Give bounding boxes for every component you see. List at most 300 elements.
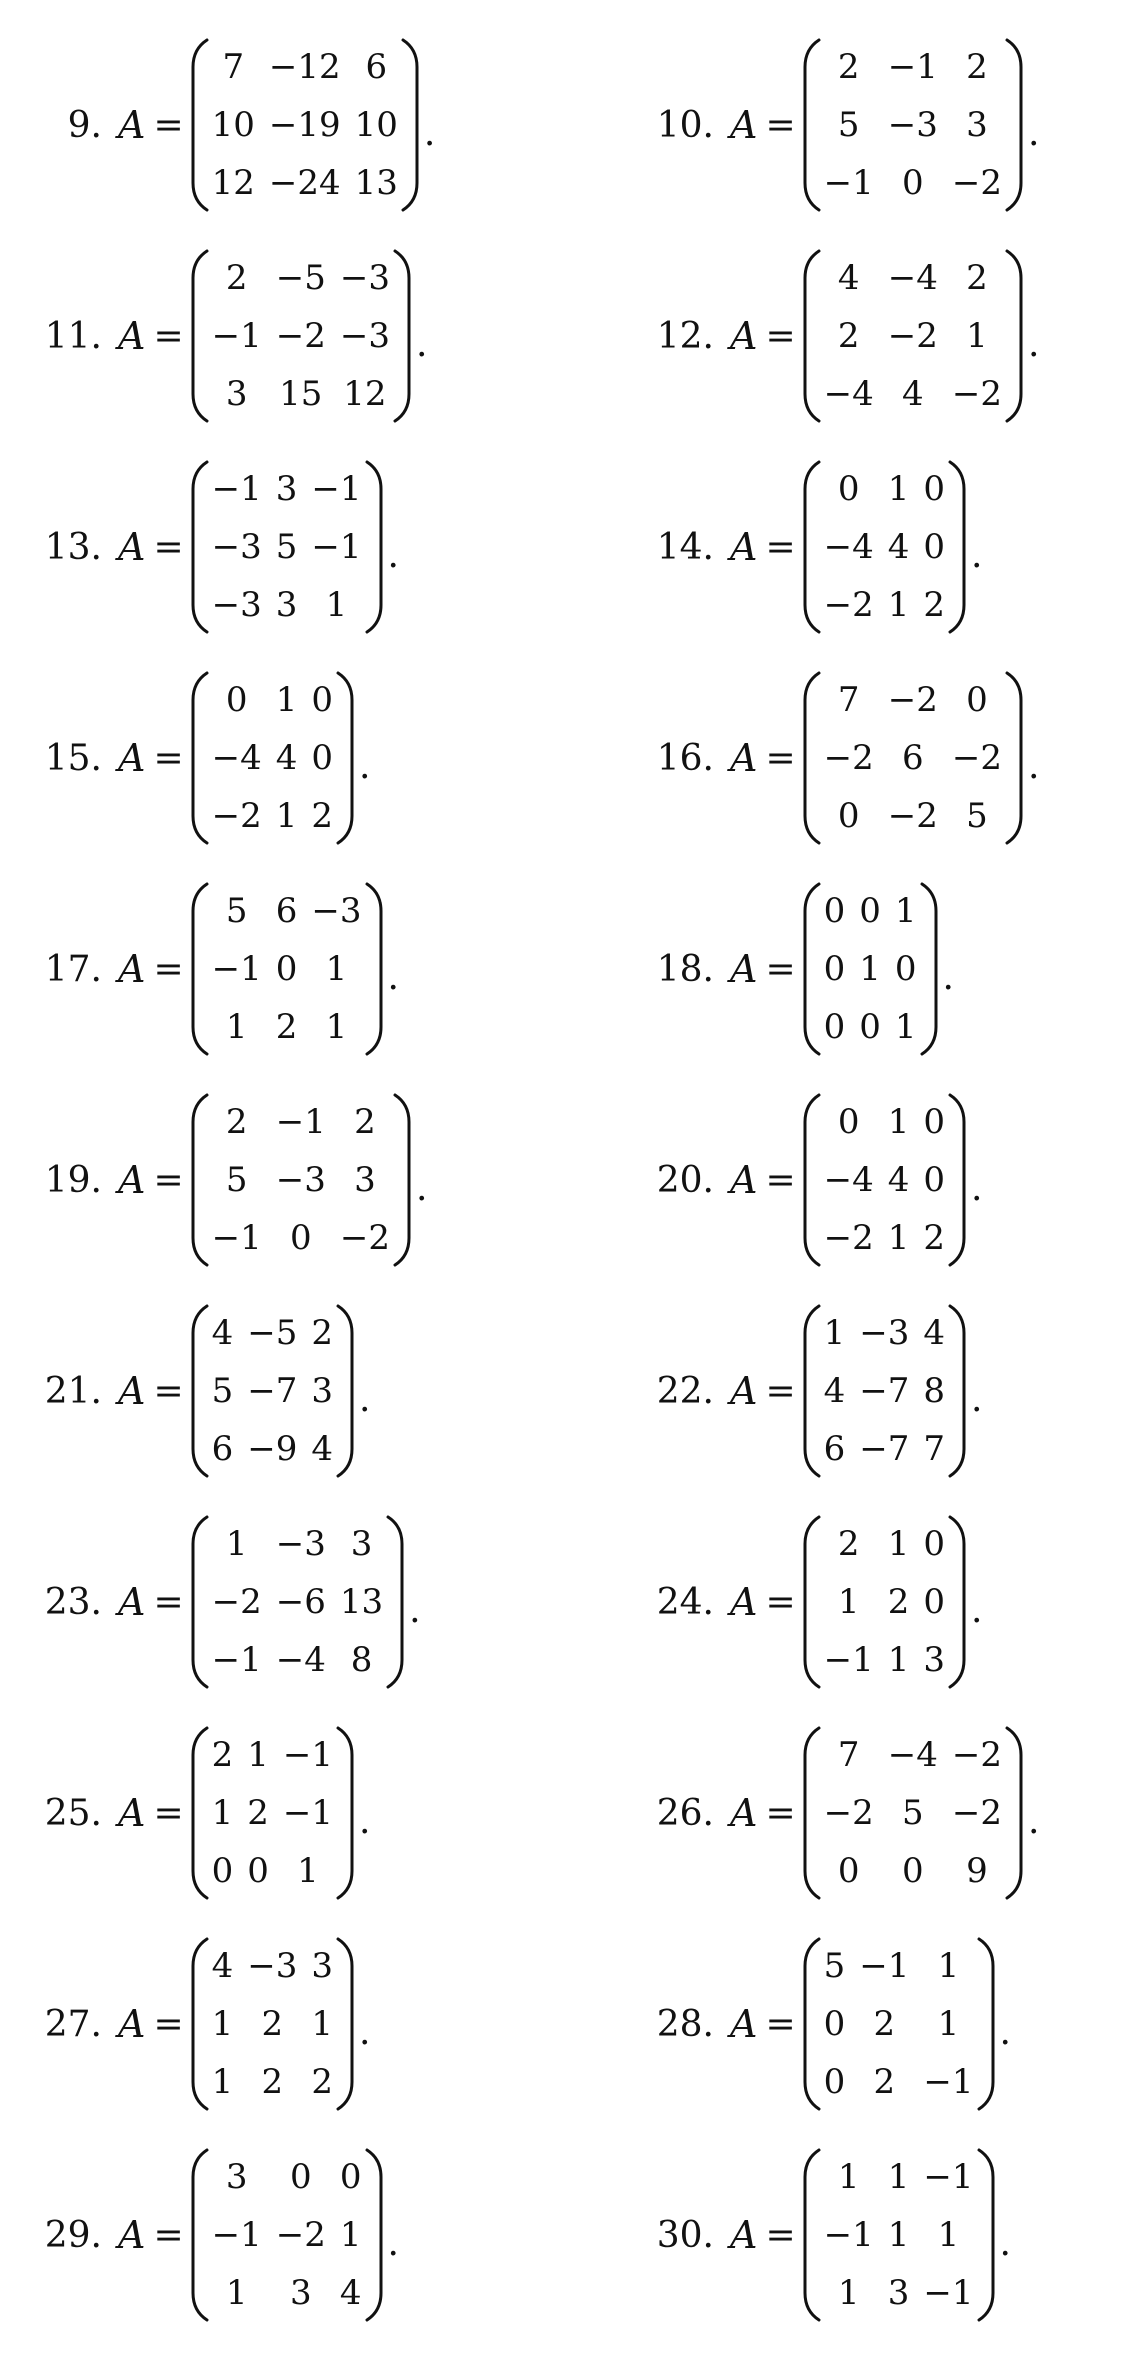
matrix-cell: 2 — [275, 1007, 298, 1047]
problem-item — [0, 2140, 560, 2330]
matrix-variable: A — [730, 2213, 758, 2257]
matrix-cell: 0 — [923, 1102, 946, 1142]
problem-item — [0, 1718, 560, 1908]
matrix-cell: 12 — [211, 163, 255, 203]
matrix-cell: 0 — [823, 1007, 846, 1047]
problem-number: 25. — [44, 1792, 102, 1834]
matrix-grid — [210, 1304, 335, 1478]
matrix-grid — [210, 249, 392, 423]
equals-sign: = — [153, 1792, 184, 1834]
matrix-cell: 4 — [887, 527, 910, 567]
matrix-variable: A — [118, 1369, 146, 1413]
right-paren-icon — [1004, 1725, 1024, 1901]
matrix-variable: A — [118, 736, 146, 780]
problem-number: 30. — [656, 2214, 714, 2256]
right-paren-icon — [392, 248, 412, 424]
matrix-cell: −1 — [211, 316, 262, 356]
matrix-cell: 2 — [354, 1102, 376, 1142]
problem-item — [0, 1085, 560, 1275]
period-mark: . — [423, 112, 436, 154]
matrix-cell: 1 — [887, 585, 910, 625]
left-paren-icon — [802, 459, 822, 635]
problem-number: 17. — [44, 948, 102, 990]
problem-item — [0, 1296, 560, 1486]
matrix-cell: 0 — [823, 891, 846, 931]
period-mark: . — [1028, 323, 1040, 365]
matrix-cell: 0 — [859, 891, 881, 931]
matrix — [802, 1725, 1024, 1901]
matrix-cell: −3 — [211, 527, 262, 567]
matrix-cell: 4 — [275, 738, 298, 778]
matrix-grid — [822, 2148, 976, 2322]
matrix — [190, 1514, 406, 1690]
matrix-cell: −4 — [275, 1640, 326, 1680]
matrix-cell: −2 — [951, 374, 1002, 414]
matrix-cell: 3 — [311, 1946, 334, 1986]
matrix-cell: 4 — [211, 1946, 234, 1986]
matrix-cell: −3 — [887, 105, 938, 145]
matrix-cell: 7 — [222, 47, 245, 87]
left-paren-icon — [190, 1303, 210, 1479]
matrix-cell: 3 — [311, 1371, 334, 1411]
problem-number: 16. — [656, 737, 714, 779]
matrix-cell: 1 — [837, 2157, 860, 2197]
problem-item — [652, 30, 1144, 220]
matrix-cell: 0 — [837, 1851, 860, 1891]
problem-number: 27. — [44, 2003, 102, 2045]
matrix-cell: 10 — [354, 105, 398, 145]
matrix-grid — [210, 1093, 392, 1267]
matrix-cell: 1 — [275, 680, 298, 720]
matrix-cell: 1 — [937, 2004, 960, 2044]
matrix-cell: 3 — [923, 1640, 946, 1680]
matrix-cell: −19 — [268, 105, 341, 145]
matrix — [190, 37, 420, 213]
period-mark: . — [359, 2011, 371, 2053]
matrix — [190, 1936, 355, 2112]
matrix-cell: 6 — [365, 47, 388, 87]
matrix-cell: 3 — [225, 374, 248, 414]
matrix-cell: 3 — [966, 105, 988, 145]
period-mark: . — [409, 1589, 421, 1631]
matrix-variable: A — [118, 103, 146, 147]
matrix-cell: −1 — [923, 2062, 974, 2102]
matrix-cell: 5 — [823, 1946, 846, 1986]
matrix-grid — [210, 2148, 364, 2322]
equals-sign: = — [153, 104, 184, 146]
period-mark: . — [387, 534, 399, 576]
matrix-cell: 0 — [837, 1102, 860, 1142]
matrix-cell: −3 — [339, 258, 390, 298]
left-paren-icon — [190, 2147, 210, 2323]
matrix — [802, 881, 939, 1057]
matrix-cell: 1 — [325, 949, 348, 989]
equals-sign: = — [765, 2214, 796, 2256]
left-paren-icon — [802, 1092, 822, 1268]
matrix-cell: 2 — [211, 1735, 234, 1775]
matrix-cell: 12 — [343, 374, 387, 414]
matrix-cell: 0 — [923, 1160, 946, 1200]
right-paren-icon — [364, 881, 384, 1057]
equals-sign: = — [765, 1370, 796, 1412]
matrix-cell: 4 — [339, 2273, 362, 2313]
matrix-cell: −3 — [247, 1946, 298, 1986]
matrix-cell: 0 — [859, 1007, 881, 1047]
matrix-cell: 0 — [289, 1218, 312, 1258]
problem-item — [652, 1507, 1144, 1697]
matrix — [190, 2147, 384, 2323]
matrix-cell: −2 — [823, 585, 874, 625]
period-mark: . — [359, 745, 371, 787]
matrix-variable: A — [730, 103, 758, 147]
matrix-cell: 0 — [923, 1582, 946, 1622]
matrix — [802, 1303, 967, 1479]
matrix-cell: 1 — [837, 2273, 860, 2313]
matrix — [190, 670, 355, 846]
matrix-cell: −1 — [275, 1102, 326, 1142]
matrix-cell: −4 — [823, 527, 874, 567]
matrix-cell: 0 — [901, 163, 924, 203]
right-paren-icon — [335, 1303, 355, 1479]
period-mark: . — [1028, 1800, 1040, 1842]
left-paren-icon — [802, 37, 822, 213]
equals-sign: = — [765, 315, 796, 357]
matrix-cell: 0 — [225, 680, 248, 720]
matrix-cell: −24 — [268, 163, 341, 203]
matrix-cell: 4 — [823, 1371, 846, 1411]
left-paren-icon — [802, 670, 822, 846]
matrix-cell: 2 — [311, 2062, 334, 2102]
matrix-grid — [210, 460, 364, 634]
left-paren-icon — [802, 1303, 822, 1479]
matrix-cell: 2 — [887, 1582, 910, 1622]
matrix-grid — [822, 1726, 1004, 1900]
period-mark: . — [1028, 745, 1040, 787]
matrix — [802, 2147, 996, 2323]
matrix — [190, 248, 412, 424]
matrix-cell: −4 — [887, 1735, 938, 1775]
matrix-cell: 1 — [887, 2157, 910, 2197]
right-paren-icon — [1004, 248, 1024, 424]
problem-item — [0, 1507, 560, 1697]
matrix-grid — [822, 882, 919, 1056]
matrix-cell: 0 — [923, 469, 946, 509]
matrix-cell: 2 — [837, 47, 860, 87]
matrix-variable: A — [730, 1791, 758, 1835]
matrix-variable: A — [118, 1580, 146, 1624]
matrix-cell: 6 — [901, 738, 924, 778]
matrix-cell: −2 — [951, 163, 1002, 203]
problem-number: 9. — [67, 104, 102, 146]
matrix-cell: −7 — [247, 1371, 298, 1411]
problem-number: 15. — [44, 737, 102, 779]
matrix-variable: A — [730, 736, 758, 780]
left-paren-icon — [190, 881, 210, 1057]
matrix-cell: 2 — [966, 47, 988, 87]
right-paren-icon — [335, 1936, 355, 2112]
matrix-cell: −1 — [823, 163, 874, 203]
matrix-cell: 1 — [247, 1735, 269, 1775]
matrix-cell: 8 — [923, 1371, 946, 1411]
matrix-cell: 1 — [211, 2004, 234, 2044]
matrix-cell: −6 — [275, 1582, 326, 1622]
equals-sign: = — [765, 1581, 796, 1623]
matrix-cell: 3 — [887, 2273, 910, 2313]
matrix-cell: −2 — [275, 316, 326, 356]
matrix-cell: 13 — [354, 163, 398, 203]
period-mark: . — [416, 323, 428, 365]
matrix-cell: 0 — [339, 2157, 362, 2197]
left-paren-icon — [190, 1725, 210, 1901]
problem-number: 19. — [44, 1159, 102, 1201]
period-mark: . — [971, 1589, 983, 1631]
matrix-cell: 1 — [887, 1524, 910, 1564]
matrix-cell: 0 — [823, 2062, 846, 2102]
equals-sign: = — [765, 526, 796, 568]
matrix-variable: A — [730, 1369, 758, 1413]
problem-number: 24. — [656, 1581, 714, 1623]
period-mark: . — [999, 2222, 1011, 2264]
matrix-cell: 0 — [275, 949, 298, 989]
matrix-cell: 0 — [311, 680, 334, 720]
matrix-grid — [822, 460, 947, 634]
left-paren-icon — [190, 459, 210, 635]
left-paren-icon — [190, 1092, 210, 1268]
matrix-cell: 5 — [225, 891, 248, 931]
matrix-cell: −3 — [211, 585, 262, 625]
matrix-variable: A — [730, 314, 758, 358]
matrix-cell: 1 — [325, 585, 348, 625]
right-paren-icon — [947, 1092, 967, 1268]
matrix-cell: 1 — [966, 316, 988, 356]
matrix-cell: 1 — [894, 891, 917, 931]
matrix-cell: 0 — [837, 796, 860, 836]
matrix-cell: 4 — [923, 1313, 946, 1353]
matrix-cell: 15 — [279, 374, 323, 414]
period-mark: . — [971, 534, 983, 576]
matrix-cell: −5 — [275, 258, 326, 298]
matrix-cell: −1 — [211, 949, 262, 989]
period-mark: . — [999, 2011, 1011, 2053]
right-paren-icon — [385, 1514, 405, 1690]
problem-item — [652, 2140, 1144, 2330]
matrix-variable: A — [118, 1158, 146, 1202]
left-paren-icon — [190, 248, 210, 424]
matrix-cell: 5 — [275, 527, 298, 567]
matrix-cell: 9 — [966, 1851, 988, 1891]
matrix-cell: −1 — [923, 2273, 974, 2313]
matrix-cell: 3 — [225, 2157, 248, 2197]
matrix-cell: 1 — [225, 1524, 248, 1564]
matrix-cell: 2 — [923, 585, 946, 625]
matrix-cell: 0 — [247, 1851, 269, 1891]
problem-item — [652, 874, 1144, 1064]
left-paren-icon — [802, 1936, 822, 2112]
matrix-cell: 2 — [225, 1102, 248, 1142]
matrix-cell: 4 — [837, 258, 860, 298]
period-mark: . — [387, 956, 399, 998]
left-paren-icon — [802, 1514, 822, 1690]
equals-sign: = — [765, 737, 796, 779]
problem-number: 13. — [44, 526, 102, 568]
matrix-cell: 1 — [887, 2215, 910, 2255]
problem-number: 29. — [44, 2214, 102, 2256]
problem-number: 26. — [656, 1792, 714, 1834]
matrix-cell: −3 — [275, 1524, 326, 1564]
matrix-grid — [210, 1515, 386, 1689]
matrix-variable: A — [118, 525, 146, 569]
matrix-grid — [822, 1937, 976, 2111]
left-paren-icon — [802, 2147, 822, 2323]
equals-sign: = — [153, 526, 184, 568]
period-mark: . — [971, 1167, 983, 1209]
matrix — [190, 1303, 355, 1479]
right-paren-icon — [947, 1514, 967, 1690]
matrix-cell: 5 — [211, 1371, 234, 1411]
right-paren-icon — [335, 670, 355, 846]
matrix-cell: −4 — [823, 1160, 874, 1200]
matrix-cell: −12 — [268, 47, 341, 87]
matrix-grid — [210, 1726, 335, 1900]
matrix-cell: 7 — [923, 1429, 946, 1469]
matrix-cell: −1 — [823, 2215, 874, 2255]
equals-sign: = — [765, 2003, 796, 2045]
matrix-grid — [210, 1937, 335, 2111]
right-paren-icon — [335, 1725, 355, 1901]
matrix-cell: 5 — [966, 796, 988, 836]
matrix-cell: −1 — [859, 1946, 910, 1986]
matrix-cell: 5 — [225, 1160, 248, 1200]
right-paren-icon — [364, 459, 384, 635]
matrix — [190, 881, 384, 1057]
matrix-cell: −2 — [275, 2215, 326, 2255]
matrix-variable: A — [730, 525, 758, 569]
equals-sign: = — [765, 104, 796, 146]
period-mark: . — [387, 2222, 399, 2264]
equals-sign: = — [153, 1159, 184, 1201]
matrix-variable: A — [118, 1791, 146, 1835]
matrix-cell: 2 — [873, 2062, 896, 2102]
matrix-cell: 5 — [901, 1793, 924, 1833]
matrix-grid — [210, 882, 364, 1056]
matrix-cell: 2 — [261, 2004, 284, 2044]
matrix-cell: 1 — [225, 2273, 248, 2313]
right-paren-icon — [364, 2147, 384, 2323]
period-mark: . — [942, 956, 954, 998]
matrix — [190, 1092, 412, 1268]
matrix-cell: −2 — [823, 1793, 874, 1833]
matrix-cell: 0 — [837, 469, 860, 509]
matrix-cell: −1 — [211, 1218, 262, 1258]
matrix-cell: 8 — [350, 1640, 373, 1680]
matrix-cell: −1 — [282, 1793, 334, 1833]
matrix-cell: 1 — [837, 1582, 860, 1622]
problem-number: 21. — [44, 1370, 102, 1412]
matrix-cell: 2 — [311, 796, 334, 836]
right-paren-icon — [392, 1092, 412, 1268]
left-paren-icon — [190, 670, 210, 846]
matrix-cell: −2 — [887, 316, 938, 356]
matrix-cell: −3 — [859, 1313, 910, 1353]
equals-sign: = — [765, 1792, 796, 1834]
right-paren-icon — [976, 2147, 996, 2323]
matrix-grid — [822, 1093, 947, 1267]
left-paren-icon — [190, 37, 210, 213]
matrix-cell: 13 — [339, 1582, 384, 1622]
matrix-cell: 1 — [894, 1007, 917, 1047]
right-paren-icon — [1004, 670, 1024, 846]
matrix — [190, 1725, 355, 1901]
matrix-grid — [822, 1304, 947, 1478]
matrix-cell: −4 — [211, 738, 262, 778]
matrix-cell: −9 — [247, 1429, 298, 1469]
matrix-cell: 3 — [289, 2273, 312, 2313]
equals-sign: = — [153, 2003, 184, 2045]
matrix-grid — [822, 38, 1004, 212]
problem-number: 14. — [656, 526, 714, 568]
problem-item — [0, 663, 560, 853]
problem-item — [0, 30, 560, 220]
matrix-cell: 4 — [311, 1429, 334, 1469]
matrix-cell: 0 — [823, 949, 846, 989]
matrix-cell: 1 — [887, 1218, 910, 1258]
matrix-cell: −1 — [211, 1640, 262, 1680]
matrix-cell: 0 — [211, 1851, 234, 1891]
matrix-cell: 0 — [311, 738, 334, 778]
matrix-cell: 3 — [275, 469, 298, 509]
matrix-grid — [822, 249, 1004, 423]
equals-sign: = — [153, 737, 184, 779]
matrix-cell: 2 — [225, 258, 248, 298]
problem-item — [652, 1929, 1144, 2119]
matrix-cell: −1 — [211, 2215, 262, 2255]
matrix-cell: 0 — [823, 2004, 846, 2044]
matrix-cell: −2 — [887, 796, 938, 836]
matrix-cell: −1 — [282, 1735, 334, 1775]
matrix-cell: 1 — [297, 1851, 319, 1891]
matrix-cell: 1 — [937, 2215, 960, 2255]
equals-sign: = — [153, 1370, 184, 1412]
matrix — [802, 1514, 967, 1690]
matrix-cell: 3 — [350, 1524, 373, 1564]
matrix-cell: 1 — [339, 2215, 362, 2255]
matrix-cell: −3 — [311, 891, 362, 931]
matrix-cell: −1 — [211, 469, 262, 509]
right-paren-icon — [976, 1936, 996, 2112]
matrix-cell: −2 — [823, 1218, 874, 1258]
matrix-cell: −4 — [887, 258, 938, 298]
matrix-cell: −2 — [823, 738, 874, 778]
matrix-cell: 4 — [887, 1160, 910, 1200]
left-paren-icon — [190, 1936, 210, 2112]
matrix-grid — [822, 671, 1004, 845]
problem-item — [652, 452, 1144, 642]
matrix-cell: 2 — [261, 2062, 284, 2102]
right-paren-icon — [1004, 37, 1024, 213]
matrix-cell: −1 — [311, 469, 362, 509]
left-paren-icon — [802, 1725, 822, 1901]
matrix-cell: −7 — [859, 1429, 910, 1469]
matrix-cell: 4 — [211, 1313, 234, 1353]
period-mark: . — [359, 1800, 371, 1842]
right-paren-icon — [947, 1303, 967, 1479]
matrix-variable: A — [118, 2213, 146, 2257]
matrix-cell: 7 — [837, 1735, 860, 1775]
matrix-cell: 1 — [859, 949, 881, 989]
matrix-cell: 1 — [211, 1793, 234, 1833]
problem-item — [652, 1296, 1144, 1486]
equals-sign: = — [153, 2214, 184, 2256]
